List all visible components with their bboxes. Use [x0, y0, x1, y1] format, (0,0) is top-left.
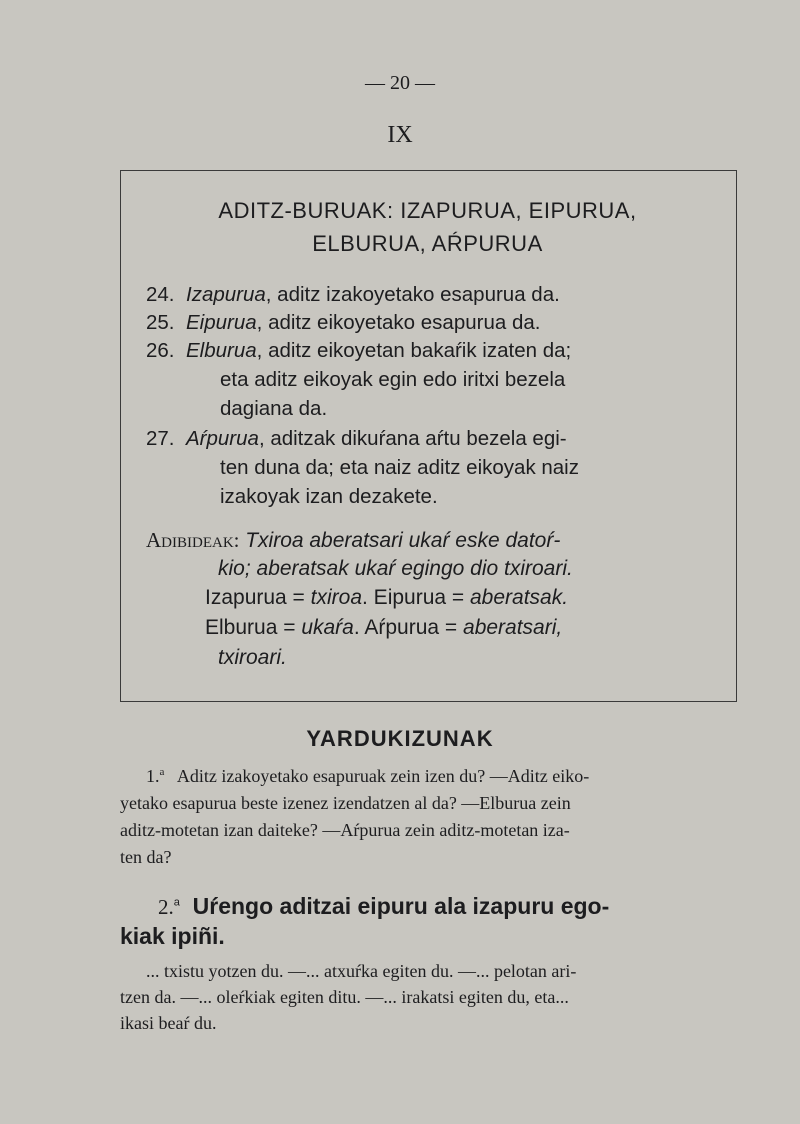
- term: Elburua: [186, 339, 257, 362]
- exercise-2-line-1: ... txistu yotzen du. —... atxuŕka egiten du. —... pelotan ari-: [146, 961, 577, 981]
- item-number: 27.: [146, 427, 175, 450]
- eq-term: Izapurua =: [205, 586, 311, 609]
- definition-24: [146, 283, 560, 307]
- term: Izapurua: [186, 283, 266, 306]
- example-sentence: kio; aberatsak ukaŕ egingo dio txiroari.: [218, 557, 573, 580]
- examples-line-2: [218, 557, 573, 581]
- box-title-line-2: ELBURUA, AŔPURUA: [312, 231, 543, 256]
- example-sentence: Txiroa aberatsari ukaŕ eske datoŕ-: [245, 529, 561, 552]
- item-number: 25.: [146, 311, 175, 334]
- eq-value: aberatsari,: [463, 616, 563, 639]
- exercise-2-title-line-1: [158, 893, 609, 920]
- exercise-2-line-2: tzen da. —... oleŕkiak egiten ditu. —... irakatsi egiten du, eta...: [120, 987, 569, 1007]
- eq-value: ukaŕa: [301, 616, 354, 639]
- exercise-1-line-2: yetako esapurua beste izenez izendatzen al da? —Elburua zein: [120, 793, 571, 813]
- term: Eipurua: [186, 311, 257, 334]
- exercise-1-line-1: [146, 766, 589, 787]
- exercise-title: Uŕengo aditzai eipuru ala izapuru ego-: [192, 893, 610, 919]
- examples-line-1: [146, 528, 560, 553]
- definition-26-cont-1: eta aditz eikoyak egin edo iritxi bezela: [220, 368, 566, 391]
- definition-text: , aditz izakoyetako esapurua da.: [265, 283, 560, 306]
- eq-value: txiroa: [310, 586, 363, 609]
- box-title-line-1: ADITZ-BURUAK: IZAPURUA, EIPURUA,: [218, 198, 637, 223]
- definition-text: , aditz eikoyetan bakaŕik izaten da;: [256, 339, 572, 362]
- exercise-2-title-line-2: kiak ipiñi.: [120, 923, 225, 949]
- page-number: — 20 —: [365, 72, 435, 94]
- definition-26-cont-2: dagiana da.: [220, 397, 328, 420]
- item-number: 26.: [146, 339, 175, 362]
- definition-27: [146, 427, 567, 451]
- eq-term: . Aŕpurua =: [353, 616, 464, 639]
- definition-27-cont-2: izakoyak izan dezakete.: [220, 485, 438, 508]
- definition-26: [146, 339, 571, 363]
- item-number: 24.: [146, 283, 175, 306]
- examples-last: [218, 646, 287, 670]
- exercise-text: Aditz izakoyetako esapuruak zein izen du? —Aditz eiko-: [176, 766, 590, 786]
- exercise-2-line-3: ikasi beaŕ du.: [120, 1013, 217, 1033]
- ordinal-mark: a: [173, 896, 180, 909]
- eq-value: txiroari.: [218, 646, 287, 669]
- exercise-1-line-4: ten da?: [120, 847, 172, 867]
- examples-label: Adibideak:: [146, 528, 240, 552]
- eq-term: . Eipurua =: [362, 586, 470, 609]
- definition-text: , aditzak dikuŕana aŕtu bezela egi-: [258, 427, 567, 450]
- exercise-number: 2.: [158, 895, 174, 919]
- exercises-title: YARDUKIZUNAK: [306, 726, 494, 751]
- examples-equation-2: [205, 616, 562, 640]
- definition-27-cont-1: ten duna da; eta naiz aditz eikoyak naiz: [220, 456, 579, 479]
- eq-value: aberatsak.: [470, 586, 569, 609]
- ordinal-mark: a: [159, 766, 165, 778]
- exercise-number: 1.: [146, 766, 160, 786]
- definition-text: , aditz eikoyetako esapurua da.: [256, 311, 541, 334]
- exercise-1-line-3: aditz-motetan izan daiteke? —Aŕpurua zein aditz-motetan iza-: [120, 820, 570, 840]
- eq-term: Elburua =: [205, 616, 302, 639]
- examples-equation-1: [205, 586, 568, 610]
- term: Aŕpurua: [186, 427, 259, 450]
- chapter-heading: IX: [387, 122, 413, 148]
- definition-25: [146, 311, 540, 335]
